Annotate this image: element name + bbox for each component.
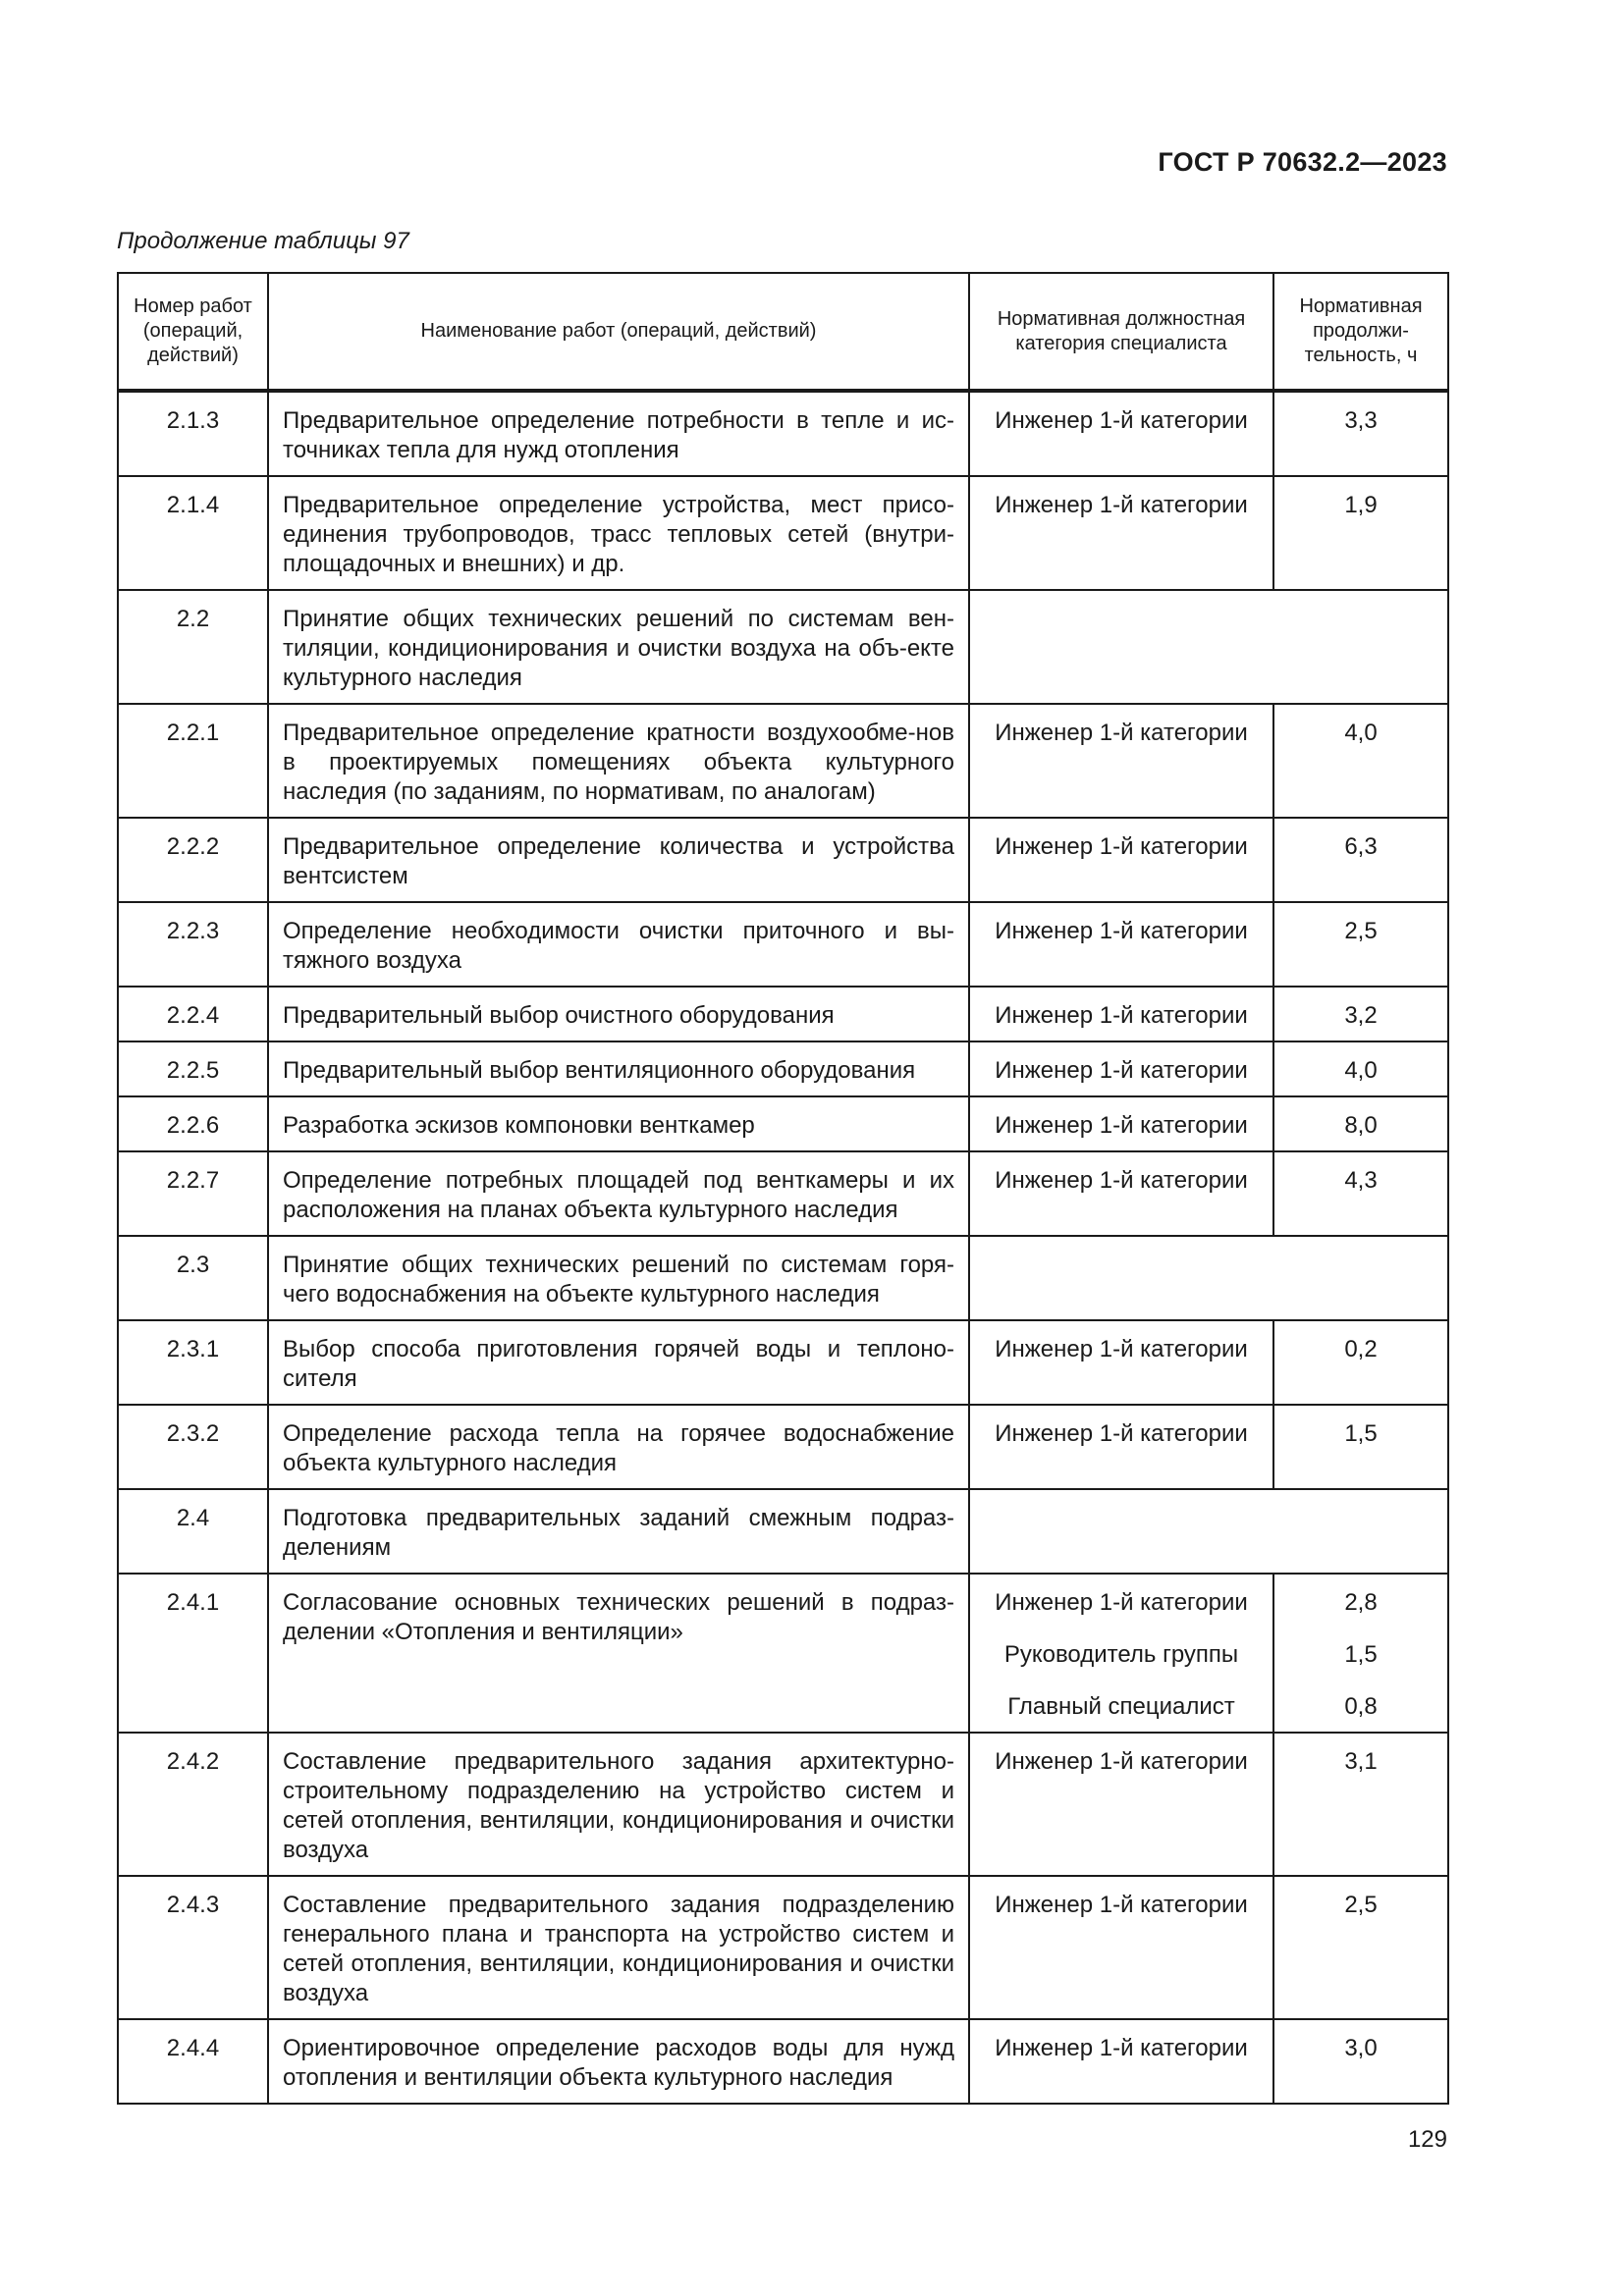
work-name: Ориентировочное определение расходов воды для нужд отопления и вентиляции объекта культурного наследия [268, 2019, 969, 2104]
column-header-category: Нормативная должностная категория специалиста [969, 273, 1273, 391]
work-number: 2.3 [118, 1236, 268, 1320]
work-name: Выбор способа приготовления горячей воды и теплоно-сителя [268, 1320, 969, 1405]
work-number: 2.1.3 [118, 391, 268, 476]
duration-hours: 4,3 [1273, 1151, 1448, 1236]
page-number: 129 [1407, 2126, 1447, 2153]
specialist-category: Инженер 1-й категории [969, 1876, 1273, 2019]
duration-hours-item: 1,5 [1344, 1641, 1378, 1668]
table-row [118, 476, 1448, 590]
table-caption: Продолжение таблицы 97 [117, 228, 409, 254]
specialist-category: Инженер 1-й категории [969, 1096, 1273, 1151]
work-name: Определение расхода тепла на горячее водоснабжение объекта культурного наследия [268, 1405, 969, 1489]
duration-hours: 3,1 [1273, 1733, 1448, 1876]
document-standard-code: ГОСТ Р 70632.2—2023 [1158, 147, 1447, 177]
table-row [118, 2019, 1448, 2104]
specialist-category: Инженер 1-й категории [969, 1733, 1273, 1876]
work-name: Составление предварительного задания подразделению генерального плана и транспорта на устройство систем и сетей отопления, вентиляции, кондиционирования и очистки воздуха [268, 1876, 969, 2019]
specialist-category: Инженер 1-й категории [969, 1320, 1273, 1405]
work-number: 2.4.3 [118, 1876, 268, 2019]
duration-hours-item: 2,8 [1344, 1589, 1378, 1616]
section-empty-cell [969, 1236, 1448, 1320]
work-number: 2.4.2 [118, 1733, 268, 1876]
specialist-category-item: Руководитель группы [1003, 1641, 1239, 1668]
work-name: Составление предварительного задания архитектурно-строительному подразделению на устройство систем и сетей отопления, вентиляции, кондиционирования и очистки воздуха [268, 1733, 969, 1876]
work-name: Предварительный выбор вентиляционного оборудования [268, 1041, 969, 1096]
work-number: 2.4.1 [118, 1574, 268, 1733]
duration-hours: 6,3 [1273, 818, 1448, 902]
work-name: Подготовка предварительных заданий смежным подраз-делениям [268, 1489, 969, 1574]
duration-hours: 2,5 [1273, 1876, 1448, 2019]
specialist-category: Инженер 1-й категории [969, 987, 1273, 1041]
work-number: 2.2.5 [118, 1041, 268, 1096]
table-header-row [118, 273, 1448, 391]
work-name: Предварительное определение количества и устройства вентсистем [268, 818, 969, 902]
duration-hours: 3,2 [1273, 987, 1448, 1041]
specialist-category-item: Инженер 1-й категории [995, 1589, 1248, 1616]
duration-hours-item: 0,8 [1344, 1693, 1378, 1720]
table-row [118, 1876, 1448, 2019]
table-body [118, 391, 1448, 2104]
duration-hours: 1,5 [1273, 1405, 1448, 1489]
duration-hours: 2,5 [1273, 902, 1448, 987]
section-empty-cell [969, 590, 1448, 704]
duration-hours: 4,0 [1273, 1041, 1448, 1096]
specialist-category: Инженер 1-й категории [969, 2019, 1273, 2104]
specialist-category: Инженер 1-й категории [969, 818, 1273, 902]
duration-hours: 3,0 [1273, 2019, 1448, 2104]
specialist-category: Инженер 1-й категории [969, 1151, 1273, 1236]
work-number: 2.2.3 [118, 902, 268, 987]
table-row [118, 590, 1448, 704]
work-number: 2.2.1 [118, 704, 268, 818]
work-number: 2.2.2 [118, 818, 268, 902]
work-number: 2.1.4 [118, 476, 268, 590]
specialist-category: Инженер 1-й категории [969, 1405, 1273, 1489]
work-number: 2.3.2 [118, 1405, 268, 1489]
work-name: Согласование основных технических решений в подраз-делении «Отопления и вентиляции» [268, 1574, 969, 1733]
work-name: Определение необходимости очистки приточного и вы-тяжного воздуха [268, 902, 969, 987]
specialist-category: Инженер 1-й категории [969, 704, 1273, 818]
work-number: 2.2.6 [118, 1096, 268, 1151]
work-name: Определение потребных площадей под венткамеры и их расположения на планах объекта культурного наследия [268, 1151, 969, 1236]
table-row [118, 1489, 1448, 1574]
work-number: 2.4 [118, 1489, 268, 1574]
work-number: 2.4.4 [118, 2019, 268, 2104]
specialist-category: Инженер 1-й категории [969, 476, 1273, 590]
table-row [118, 391, 1448, 476]
specialist-category: Инженер 1-й категории [969, 902, 1273, 987]
specialist-category: Инженер 1-й категории [969, 391, 1273, 476]
table-row [118, 1574, 1448, 1733]
duration-hours [1273, 1574, 1448, 1733]
work-number: 2.2.4 [118, 987, 268, 1041]
table-row [118, 1151, 1448, 1236]
duration-hours: 1,9 [1273, 476, 1448, 590]
table-row [118, 1405, 1448, 1489]
work-name: Предварительный выбор очистного оборудования [268, 987, 969, 1041]
table-row [118, 704, 1448, 818]
specialist-category: Инженер 1-й категории [969, 1041, 1273, 1096]
specialist-category-item: Главный специалист [1007, 1693, 1235, 1720]
column-header-number: Номер работ (операций, действий) [118, 273, 268, 391]
table-row [118, 1041, 1448, 1096]
duration-hours: 4,0 [1273, 704, 1448, 818]
norms-table [117, 272, 1449, 2105]
work-number: 2.2 [118, 590, 268, 704]
table-row [118, 1733, 1448, 1876]
table-row [118, 1096, 1448, 1151]
duration-hours: 0,2 [1273, 1320, 1448, 1405]
work-name: Принятие общих технических решений по системам вен-тиляции, кондиционирования и очистки воздуха на объ-екте культурного наследия [268, 590, 969, 704]
table-row [118, 902, 1448, 987]
work-name: Принятие общих технических решений по системам горя-чего водоснабжения на объекте культурного наследия [268, 1236, 969, 1320]
duration-hours: 3,3 [1273, 391, 1448, 476]
table-row [118, 818, 1448, 902]
table-row [118, 1320, 1448, 1405]
work-name: Предварительное определение устройства, мест присо-единения трубопроводов, трасс тепловых сетей (внутри-площадочных и внешних) и др. [268, 476, 969, 590]
column-header-duration: Нормативная продолжи-тельность, ч [1273, 273, 1448, 391]
work-name: Предварительное определение потребности в тепле и ис-точниках тепла для нужд отопления [268, 391, 969, 476]
work-name: Разработка эскизов компоновки венткамер [268, 1096, 969, 1151]
specialist-category [969, 1574, 1273, 1733]
work-number: 2.3.1 [118, 1320, 268, 1405]
work-number: 2.2.7 [118, 1151, 268, 1236]
duration-hours: 8,0 [1273, 1096, 1448, 1151]
work-name: Предварительное определение кратности воздухообме-нов в проектируемых помещениях объекта культурного наследия (по заданиям, по нормативам, по аналогам) [268, 704, 969, 818]
section-empty-cell [969, 1489, 1448, 1574]
table-row [118, 1236, 1448, 1320]
column-header-name: Наименование работ (операций, действий) [268, 273, 969, 391]
table-row [118, 987, 1448, 1041]
